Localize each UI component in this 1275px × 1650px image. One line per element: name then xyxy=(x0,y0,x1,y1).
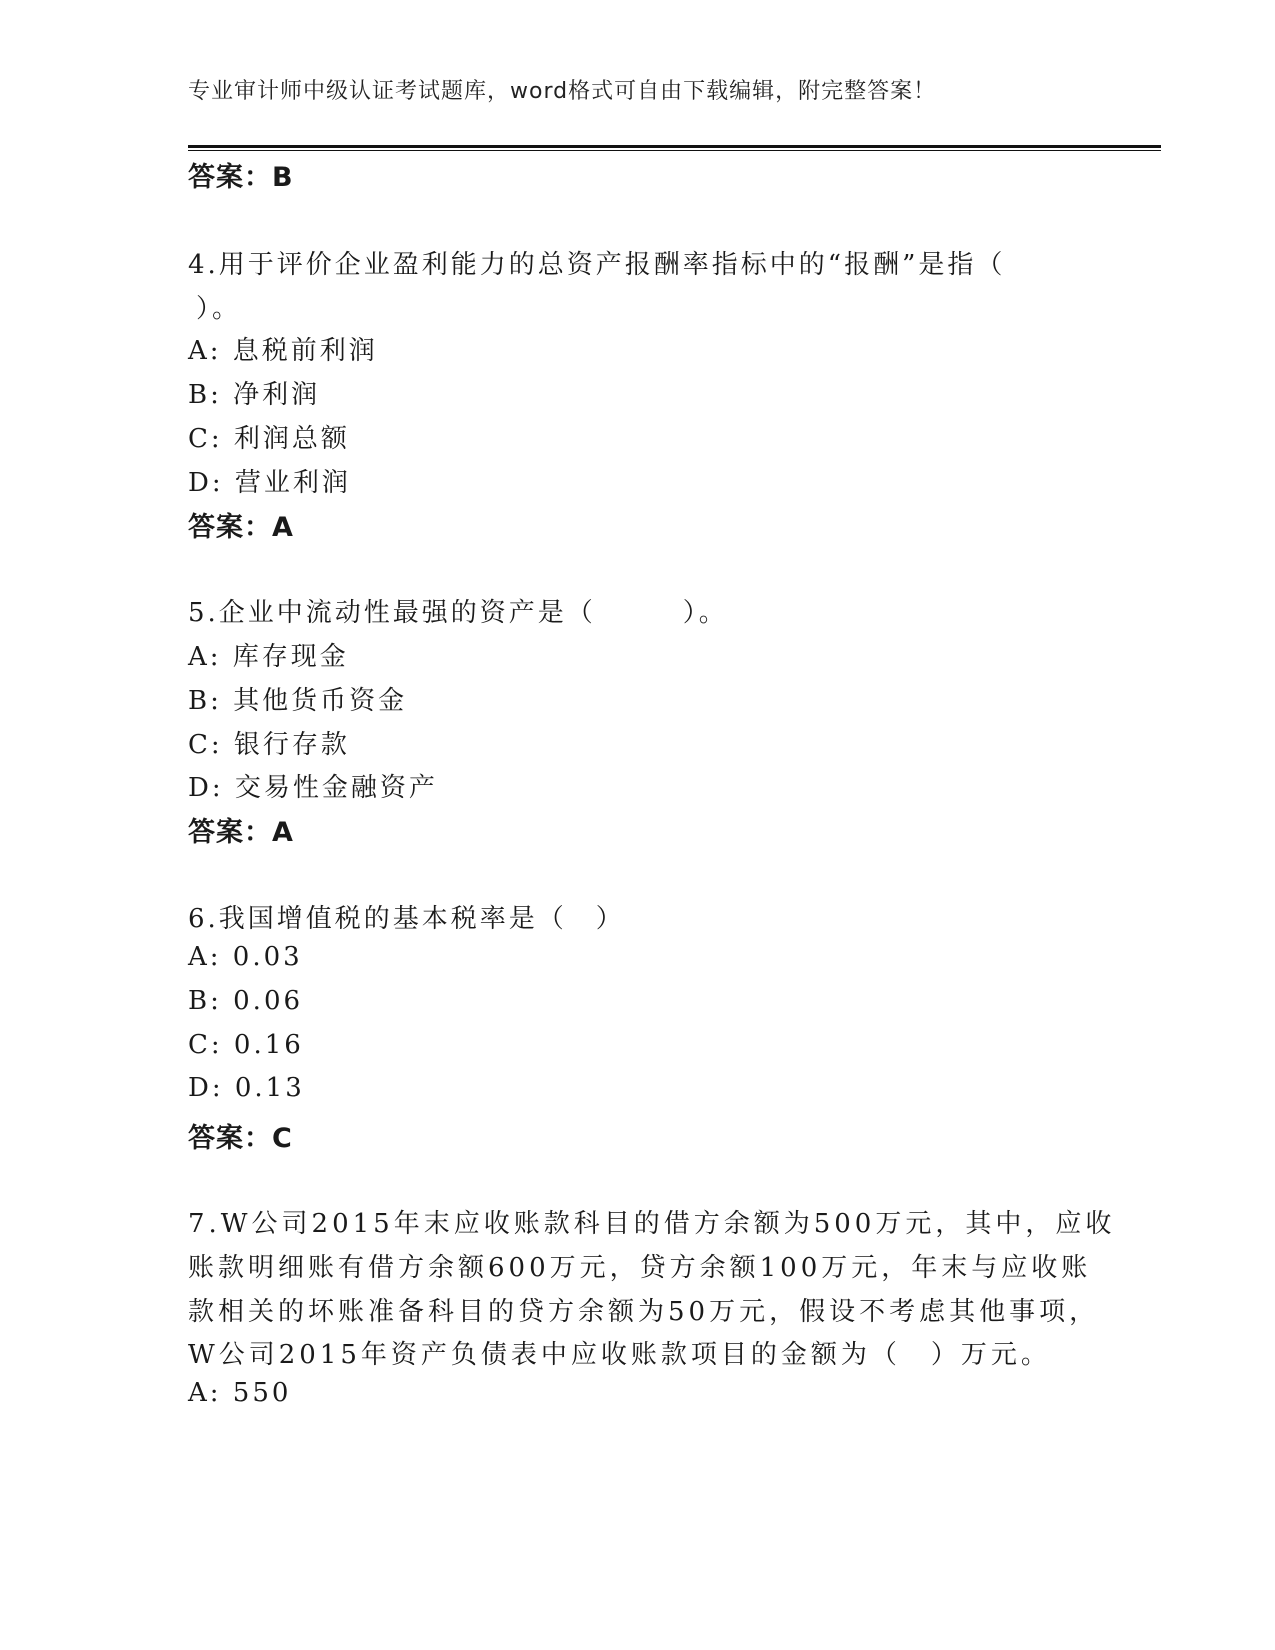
answer-q3: 答案：B xyxy=(188,162,294,193)
q5-option-a: A: 库存现金 xyxy=(188,642,349,672)
q4-option-a: A: 息税前利润 xyxy=(188,336,378,366)
page-header: 专业审计师中级认证考试题库，word格式可自由下载编辑，附完整答案！ xyxy=(188,79,937,104)
q6-answer: 答案：C xyxy=(188,1123,293,1154)
header-rule-thick xyxy=(188,145,1161,148)
q7-stem-line3: 款相关的坏账准备科目的贷方余额为50万元，假设不考虑其他事项， xyxy=(188,1297,1100,1327)
q4-answer: 答案：A xyxy=(188,512,294,543)
q7-stem-line1: 7.W公司2015年末应收账款科目的借方余额为500万元，其中，应收 xyxy=(188,1209,1116,1239)
q4-option-c: C: 利润总额 xyxy=(188,424,350,454)
q6-option-d: D: 0.13 xyxy=(188,1073,305,1103)
q7-stem-line2: 账款明细账有借方余额600万元，贷方余额100万元，年末与应收账 xyxy=(188,1253,1092,1283)
q4-stem-line1: 4.用于评价企业盈利能力的总资产报酬率指标中的“报酬”是指（ xyxy=(188,250,1006,280)
q6-stem: 6.我国增值税的基本税率是（ ） xyxy=(188,904,625,934)
q5-answer: 答案：A xyxy=(188,817,294,848)
q7-option-a: A: 550 xyxy=(188,1378,292,1408)
q5-option-d: D: 交易性金融资产 xyxy=(188,773,438,803)
q6-option-b: B: 0.06 xyxy=(188,986,304,1016)
q6-option-a: A: 0.03 xyxy=(188,942,303,972)
header-rule-thin xyxy=(188,150,1161,151)
q4-option-b: B: 净利润 xyxy=(188,380,321,410)
q5-stem: 5.企业中流动性最强的资产是（ ）。 xyxy=(188,598,728,628)
q4-stem-line2: ）。 xyxy=(196,294,242,324)
q4-option-d: D: 营业利润 xyxy=(188,468,351,498)
q5-option-c: C: 银行存款 xyxy=(188,730,350,760)
q7-stem-line4: W公司2015年资产负债表中应收账款项目的金额为（ ）万元。 xyxy=(188,1340,1051,1370)
q5-option-b: B: 其他货币资金 xyxy=(188,686,408,716)
q6-option-c: C: 0.16 xyxy=(188,1030,304,1060)
